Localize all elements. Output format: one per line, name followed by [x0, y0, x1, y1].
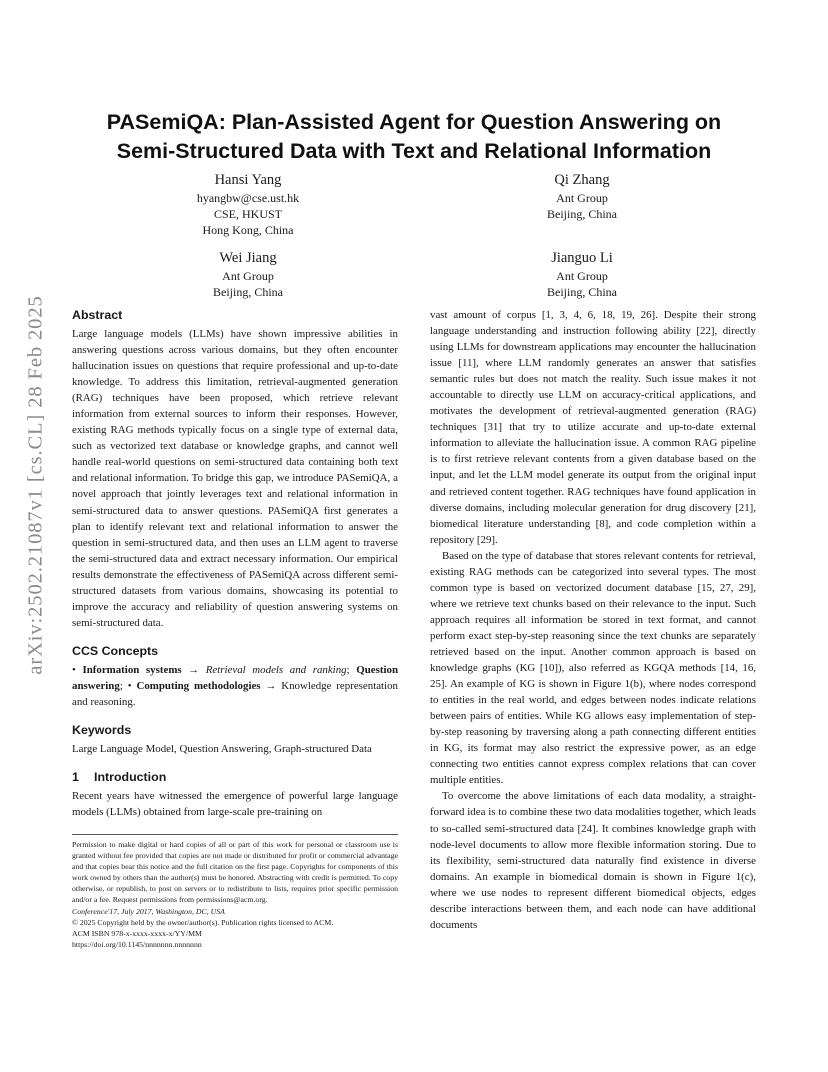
footnote — [72, 839, 398, 950]
author-affiliation: CSE, HKUST — [213, 207, 282, 221]
author-block-2 — [462, 171, 702, 222]
ccs-text — [72, 662, 398, 710]
author-affiliation: Ant Group — [222, 269, 274, 283]
right-column — [430, 307, 756, 933]
separator: ; — [346, 663, 357, 676]
title-line-2: Semi-Structured Data with Text and Relational Information — [116, 139, 712, 163]
ccs-concept-1: Information systems — [82, 663, 182, 676]
intro-heading — [72, 769, 398, 785]
author-name: Qi Zhang — [554, 172, 610, 188]
ccs-heading: CCS Concepts — [72, 643, 159, 658]
bullet: • — [127, 679, 132, 692]
author-block-4 — [462, 249, 702, 300]
isbn: ACM ISBN 978-x-xxxx-xxxx-x/YY/MM — [72, 928, 202, 938]
footnote-divider — [72, 834, 398, 835]
doi-link[interactable]: https://doi.org/10.1145/nnnnnnn.nnnnnnn — [72, 939, 202, 949]
author-block-3 — [128, 249, 368, 300]
author-affiliation: Ant Group — [556, 269, 608, 283]
author-email: hyangbw@cse.ust.hk — [196, 191, 300, 205]
separator: ; — [119, 679, 128, 692]
section-number: 1 — [72, 770, 79, 785]
author-affiliation: Ant Group — [556, 191, 608, 205]
conference-name: Conference'17, July 2017, Washington, DC, USA — [72, 906, 225, 916]
abstract-text: Large language models (LLMs) have shown impressive abilities in answering questions across various domains, but they often encounter hallucination issues on questions that require professional and up-to-date knowledge. To address this limitation, retrieval-augmented generation (RAG) techniques have been proposed, which retrieve relevant information from external sources to inform their responses. However, existing RAG methods typically focus on a single type of external data, such as vectorized text database or knowledge graphs, and cannot well handle real-world questions on semi-structured data containing both text and relational information. To bridge this gap, we introduce PASemiQA, a novel approach that jointly leverages text and relational information in semi-structured data to answer questions. PASemiQA first generates a plan to identify relevant text and relational information to answer the question in semi-structured data, and then uses an LLM agent to traverse the semi-structured data and extract necessary information. Our empirical results demonstrate the effectiveness of PASemiQA across different semi-structured datasets from various domains, showcasing its potential to improve the accuracy and reliability of question answering systems on semi-structured data. — [72, 328, 398, 629]
author-location: Beijing, China — [213, 285, 283, 299]
arxiv-sidebar — [22, 290, 50, 680]
title-line-1: PASemiQA: Plan-Assisted Agent for Question Answering on — [106, 110, 722, 134]
ccs-concept-3: Computing methodologies — [136, 679, 261, 692]
intro-paragraph-1-cont: vast amount of corpus [1, 3, 4, 6, 18, 19, 26]. Despite their strong language understanding and instruction following ability [22], directly using LLMs for downstream applications may encounter the hallucination issue [11], where LLM randomly generates an answer that satisfies semantic rules but does not match the reality. Such issue makes it not accountable to directly use LLM on accuracy-critical applications, and motivates the development of retrieval-augmented generation (RAG) techniques [31] that try to utilize accurate and up-to-date external information to alleviate the hallucination issue. A common RAG pipeline is to first retrieve relevant contents from a given database based on the input, and let the LLM model generate its output from the original input and retrieved content together. RAG techniques have found application in diverse domains, including molecular generation for drug discovery [21], biomedical literature understanding [8], and code completion within a repository [29]. — [430, 309, 756, 546]
author-block-1 — [128, 171, 368, 238]
author-name: Wei Jiang — [219, 250, 277, 266]
ccs-concept-2: Question answering — [72, 663, 399, 692]
keywords-text: Large Language Model, Question Answering, Graph-structured Data — [72, 743, 372, 756]
author-name: Hansi Yang — [214, 172, 282, 188]
permission-notice: Permission to make digital or hard copies of all or part of this work for personal or classroom use is granted without fee provided that copies are not made or distributed for profit or commercial advantage and that copies bear this notice and the full citation on the first page. Copyrights for components of this work owned by others than the author(s) must be honored. Abstracting with credit is permitted. To copy otherwise, or republish, to post on servers or to redistribute to lists, requires prior specific permission and/or a fee. Request permissions from permissions@acm.org. — [72, 840, 398, 905]
author-name: Jianguo Li — [551, 250, 613, 266]
arrow: → — [265, 679, 277, 692]
abstract-heading: Abstract — [72, 308, 123, 322]
conference-info — [72, 906, 398, 917]
arrow: → — [188, 663, 200, 676]
ccs-sub-concept-3: Knowledge representation and reasoning. — [72, 679, 398, 708]
left-column — [72, 307, 398, 820]
section-title: Introduction — [94, 770, 167, 785]
arxiv-identifier: arXiv:2502.21087v1 [cs.CL] 28 Feb 2025 — [24, 295, 47, 675]
intro-paragraph-2: Based on the type of database that stores relevant contents for retrieval, existing RAG methods can be categorized into several types. The most common type is based on vectorized document database [15, 27, 29], where we retrieve text chunks based on their relevance to the input. Such approach requires all information be stored in text format, and cannot perform exact step-by-step reasoning since the text chunks are separately retrieved based on the input. Another common approach is based on knowledge graphs (KG [10]), also referred as KGQA methods [14, 16, 25]. An example of KG is shown in Figure 1(b), where nodes correspond to entities in the real world, and edges between nodes indicate relations between pairs of entities. While KG allows easy implementation of step-by-step reasoning by traversing along a path connecting different entities in KG, its format may also restrict the expressive power, as an edge connecting two entities cannot express complex relations that can cover multiple entities. — [430, 549, 756, 787]
paper-title — [70, 108, 758, 166]
copyright-notice: © 2025 Copyright held by the owner/author(s). Publication rights licensed to ACM. — [72, 917, 334, 927]
ccs-sub-concept-1: Retrieval models and ranking — [205, 663, 347, 676]
author-location: Hong Kong, China — [202, 223, 294, 237]
bullet: • — [72, 663, 76, 676]
intro-paragraph-3: To overcome the above limitations of each data modality, a straight-forward idea is to combine these two data modalities together, which leads to so-called semi-structured data [24]. It combines knowledge graph with node-level documents to allow more flexible information storing. Due to its flexibility, semi-structured data naturally find existence in diverse domains. An example in biomedical domain is shown in Figure 1(c), where we use nodes to represent different biomedical objects, edges describe interactions between them, and each node can have additional documents — [430, 790, 756, 931]
author-location: Beijing, China — [547, 207, 617, 221]
intro-paragraph-1-start: Recent years have witnessed the emergence of powerful large language models (LLMs) obtained from large-scale pre-training on — [72, 790, 398, 819]
author-location: Beijing, China — [547, 285, 617, 299]
keywords-heading: Keywords — [72, 723, 132, 738]
